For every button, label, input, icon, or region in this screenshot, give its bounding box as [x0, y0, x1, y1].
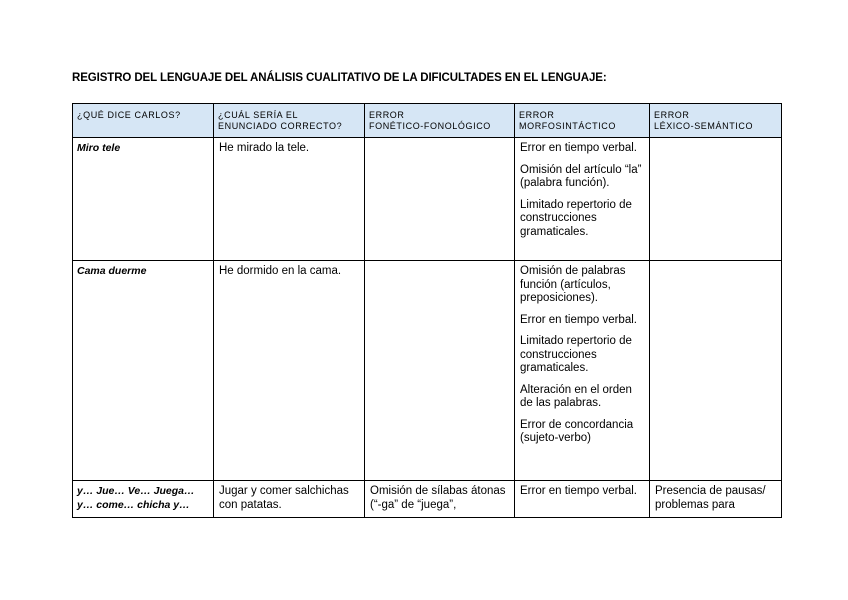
header-line: ERROR: [654, 110, 690, 120]
header-phonetic-error: [365, 104, 515, 138]
lexical-cell: [650, 138, 782, 261]
phonetic-cell: [365, 261, 515, 481]
morpho-error-item: Error en tiempo verbal.: [520, 142, 637, 154]
header-line: MORFOSINTÁCTICO: [519, 121, 616, 131]
phonetic-error-item: Omisión de sílabas átonas (“-ga” de “juega”,: [370, 485, 506, 511]
lexical-error-item: Presencia de pausas/ problemas para: [655, 485, 766, 511]
header-line: ERROR: [519, 110, 555, 120]
header-line: LÉXICO-SEMÁNTICO: [654, 121, 754, 131]
correct-text: Jugar y comer salchichas con patatas.: [219, 485, 349, 511]
morpho-error-item: Alteración en el orden de las palabras.: [520, 383, 632, 409]
header-lexical-semantic-error: [650, 104, 782, 138]
correct-text: He mirado la tele.: [219, 142, 310, 154]
said-text-line: y… come… chicha y…: [77, 498, 190, 511]
table-row: [73, 138, 782, 261]
morpho-cell: [515, 261, 650, 481]
morpho-error-item: Omisión de palabras función (artículos, preposiciones).: [520, 265, 626, 304]
morpho-error-item: Limitado repertorio de construcciones gramaticales.: [520, 335, 632, 374]
header-line: ENUNCIADO CORRECTO?: [218, 121, 343, 131]
phonetic-cell: [365, 481, 515, 518]
header-what-carlos-says: [73, 104, 214, 138]
table-row: [73, 481, 782, 518]
correct-cell: [214, 138, 365, 261]
document-title: REGISTRO DEL LENGUAJE DEL ANÁLISIS CUALITATIVO DE LA DIFICULTADES EN EL LENGUAJE:: [72, 72, 607, 84]
said-text: Cama duerme: [77, 265, 147, 277]
morpho-cell: [515, 138, 650, 261]
morpho-error-item: Error en tiempo verbal.: [520, 485, 637, 497]
morpho-error-item: Error en tiempo verbal.: [520, 313, 637, 326]
header-line: FONÉTICO-FONOLÓGICO: [369, 121, 491, 131]
said-text: Miro tele: [77, 142, 121, 154]
said-cell: [73, 481, 214, 518]
table-row: [73, 261, 782, 481]
correct-text: He dormido en la cama.: [219, 265, 342, 277]
language-record-table: [72, 103, 782, 518]
header-line: ¿CUÁL SERÍA EL: [218, 110, 299, 120]
lexical-cell: [650, 261, 782, 481]
phonetic-cell: [365, 138, 515, 261]
header-line: ERROR: [369, 110, 405, 120]
morpho-error-item: Omisión del artículo “la” (palabra función).: [520, 163, 642, 189]
correct-cell: [214, 261, 365, 481]
morpho-cell: [515, 481, 650, 518]
said-cell: [73, 261, 214, 481]
correct-cell: [214, 481, 365, 518]
said-text-line: y… Jue… Ve… Juega…: [77, 485, 195, 497]
header-correct-statement: [214, 104, 365, 138]
header-line: ¿QUÉ DICE CARLOS?: [77, 110, 181, 120]
morpho-error-item: Error de concordancia (sujeto-verbo): [520, 418, 634, 444]
said-cell: [73, 138, 214, 261]
header-morphosyntactic-error: [515, 104, 650, 138]
table-header-row: [73, 104, 782, 138]
lexical-cell: [650, 481, 782, 518]
morpho-error-item: Limitado repertorio de construcciones gramaticales.: [520, 198, 632, 238]
